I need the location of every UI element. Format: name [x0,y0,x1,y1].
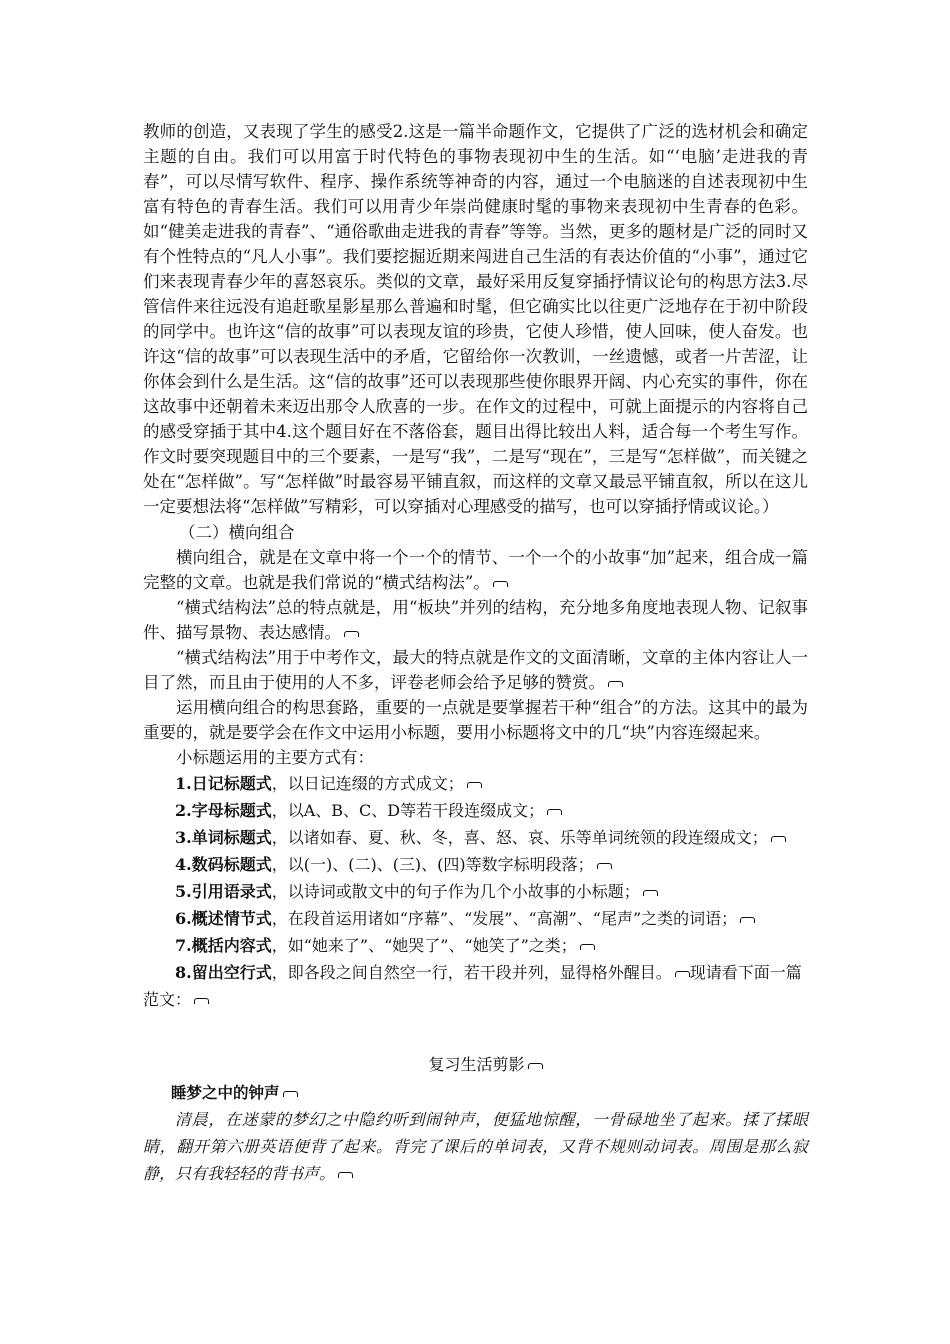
method-label: 3.单词标题式 [175,828,272,847]
method-desc: ，以诸如春、夏、秋、冬，喜、怒、哀、乐等单词统领的段连缀成文； [271,828,768,847]
paragraph-mark-icon [771,836,786,842]
paragraph-mark-icon [467,782,482,788]
paragraph-mark-icon [344,631,359,637]
method-desc: ，在段首运用诸如“序幕”、“发展”、“高潮”、“尾声”之类的词语； [271,909,738,928]
paragraph-definition: 横向组合，就是在文章中将一个一个的情节、一个一个的小故事“加”起来，组合成一篇完整的文章。也就是我们常说的“横式结构法”。 [143,548,808,592]
method-item-quote [143,878,808,905]
closing-text: 现请看下面一篇范文： [143,963,802,1009]
paragraph-mark-icon [608,681,623,687]
method-item-word [143,824,808,851]
paragraph-mark-icon [283,1091,298,1097]
section-heading: （二）横向组合 [179,523,295,542]
method-label: 7.概括内容式 [175,936,272,955]
document-page [143,119,808,1187]
method-label: 4.数码标题式 [175,855,272,874]
paragraph-method: 运用横向组合的构思套路，重要的一点就是要掌握若干种“组合”的方法。这其中的最为重要的，就是要学会在作文中运用小标题，要用小标题将文中的几“块”内容连缀起来。 [143,698,808,742]
article-body: 清晨，在迷蒙的梦幻之中隐约听到闹钟声，便猛地惊醒，一骨碌地坐了起来。揉了揉眼睛，翻开第六册英语便背了起来。背完了课后的单词表，又背不规则动词表。周围是那么寂静，只有我轻轻的背书声。 [143,1110,808,1183]
method-item-number [143,851,808,878]
paragraph-mark-icon [493,581,508,587]
paragraph-mark-icon [643,890,658,896]
method-label: 5.引用语录式 [175,882,272,901]
method-desc: ，以A、B、C、D等若干段连缀成文； [271,801,545,820]
paragraph-mark-icon [675,971,690,977]
method-item-plot [143,905,808,932]
method-label: 2.字母标题式 [175,801,272,820]
method-desc: ，以诗词或散文中的句子作为几个小故事的小标题； [271,882,640,901]
method-label: 8.留出空行式 [175,963,272,982]
method-desc: ，以(一)、(二)、(三)、(四)等数字标明段落； [271,855,594,874]
method-item-blank-line [143,959,808,1013]
paragraph-mark-icon [597,863,612,869]
method-item-letter [143,797,808,824]
article-title: 复习生活剪影 [143,1052,808,1077]
method-desc: ，如“她来了”、“她哭了”、“她笑了”之类； [271,936,577,955]
method-desc: ，以日记连缀的方式成文； [271,774,464,793]
article-subtitle: 睡梦之中的钟声 [143,1081,808,1106]
paragraph-list-intro: 小标题运用的主要方式有： [176,748,374,767]
paragraph-features: “横式结构法”总的特点就是，用“板块”并列的结构，充分地多角度地表现人物、记叙事件、描写景物、表达感情。 [143,598,808,642]
paragraph-exam-use: “横式结构法”用于中考作文，最大的特点就是作文的文面清晰，文章的主体内容让人一目了然，而且由于使用的人不多，评卷老师会给予足够的赞赏。 [143,648,808,692]
paragraph-mark-icon [194,998,209,1004]
method-item-diary [143,770,808,797]
method-item-content [143,932,808,959]
intro-paragraph: 教师的创造，又表现了学生的感受2.这是一篇半命题作文，它提供了广泛的选材机会和确定主题的自由。我们可以用富于时代特色的事物表现初中生的生活。如“‘电脑’走进我的青春”，可以尽情写软件、程序、操作系统等神奇的内容，通过一个电脑迷的自述表现初中生富有特色的青春生活。我们可以用青少年崇尚健康时髦的事物来表现初中生青春的色彩。如“健美走进我的青春”、“通俗歌曲走进我的青春”等等。当然，更多的题材是广泛的同时又有个性特点的“凡人小事”。我们要挖掘近期来闯进自己生活的有表达价值的“小事”，通过它们来表现青春少年的喜怒哀乐。类似的文章，最好采用反复穿插抒情议论句的构思方法3.尽管信件来往远没有追赶歌星影星那么普遍和时髦，但它确实比以往更广泛地存在于初中阶段的同学中。也许这“信的故事”可以表现友谊的珍贵，它使人珍惜，使人回味，使人奋发。也许这“信的故事”可以表现生活中的矛盾，它留给你一次教训，一丝遗憾，或者一片苦涩，让你体会到什么是生活。这“信的故事”还可以表现那些使你眼界开阔、内心充实的事件，你在这故事中还朝着未来迈出那令人欣喜的一步。在作文的过程中，可就上面提示的内容将自己的感受穿插于其中4.这个题目好在不落俗套，题目出得比较出人料，适合每一个考生写作。作文时要突现题目中的三个要素，一是写“我”，二是写“现在”，三是写“怎样做”，而关键之处在“怎样做”。写“怎样做”时最容易平铺直叙，而这样的文章又最忌平铺直叙，所以在这儿一定要想法将“怎样做”写精彩，可以穿插对心理感受的描写，也可以穿插抒情或议论。） [143,122,808,516]
method-label: 6.概述情节式 [175,909,272,928]
paragraph-mark-icon [580,944,595,950]
paragraph-mark-icon [528,1063,543,1069]
method-label: 1.日记标题式 [175,774,272,793]
paragraph-mark-icon [547,809,562,815]
method-desc: ，即各段之间自然空一行，若干段并列，显得格外醒目。 [271,963,672,982]
paragraph-mark-icon [338,1172,353,1178]
paragraph-mark-icon [740,917,755,923]
